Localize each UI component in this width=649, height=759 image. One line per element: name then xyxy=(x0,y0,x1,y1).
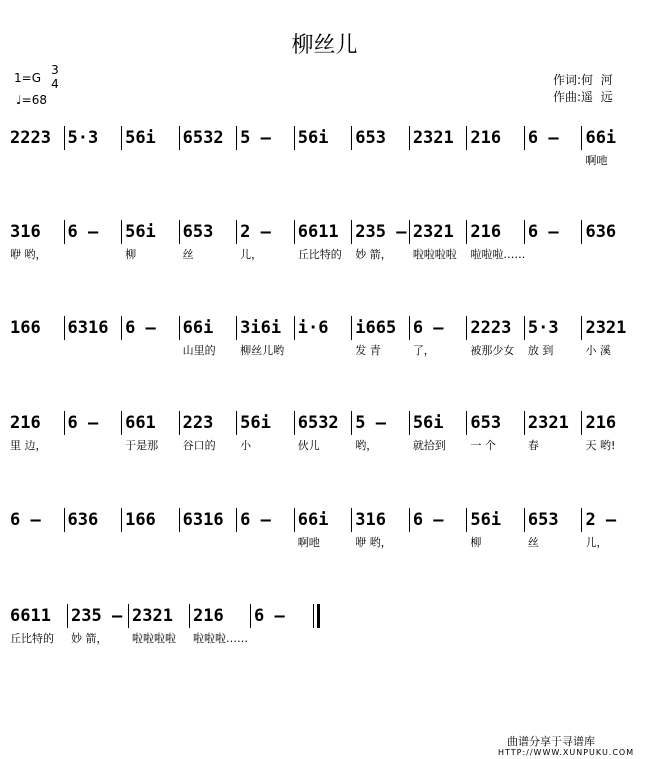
bar-line xyxy=(64,316,65,340)
measure-notes: 5 – xyxy=(355,413,386,433)
bar-line xyxy=(409,220,410,244)
bar-line xyxy=(250,604,251,628)
measure-notes: 66i xyxy=(182,318,214,338)
measure-notes: 6 – xyxy=(527,222,559,242)
measure-notes: 3i6i xyxy=(240,318,282,338)
bar-line xyxy=(236,411,237,435)
bar-line xyxy=(581,220,582,244)
measure-notes: 6 – xyxy=(412,510,444,530)
bar-line xyxy=(466,411,467,435)
measure-lyric: 啊吔 xyxy=(297,536,320,549)
final-bar-line xyxy=(313,604,314,628)
bar-line xyxy=(409,126,410,150)
measure-notes: 56i xyxy=(470,510,502,530)
time-signature xyxy=(48,63,62,91)
bar-line xyxy=(64,411,65,435)
measure-notes: 2321 xyxy=(412,128,454,148)
measure-notes: 6 – xyxy=(67,413,99,433)
bar-line xyxy=(294,316,295,340)
bar-line xyxy=(466,126,467,150)
measure-lyric: 伙儿 xyxy=(297,439,320,452)
measure-notes: 6316 xyxy=(67,318,109,338)
bar-line xyxy=(466,508,467,532)
measure-notes: 235 – xyxy=(355,222,407,242)
bar-line xyxy=(581,316,582,340)
measure-notes: 653 xyxy=(470,413,502,433)
measure-notes: 661 xyxy=(125,413,156,433)
measure-notes: 6532 xyxy=(182,128,224,148)
bar-line xyxy=(121,220,122,244)
bar-line xyxy=(524,220,525,244)
meter-bottom: 4 xyxy=(51,77,59,91)
bar-line xyxy=(121,316,122,340)
measure-lyric: 儿， xyxy=(240,248,263,261)
footer-url: HTTP://WWW.XUNPUKU.COM xyxy=(498,748,635,757)
measure-notes: 56i xyxy=(412,413,444,433)
measure-notes: 653 xyxy=(527,510,559,530)
measure-notes: 6532 xyxy=(297,413,339,433)
bar-line xyxy=(121,126,122,150)
measure-lyric: 于是那 xyxy=(125,439,159,452)
bar-line xyxy=(128,604,129,628)
bar-line xyxy=(466,220,467,244)
measure-notes: 2 – xyxy=(240,222,271,242)
bar-line xyxy=(236,126,237,150)
measure-lyric: 啊吔 xyxy=(585,154,608,167)
measure-notes: 66i xyxy=(297,510,329,530)
measure-lyric: 啦啦啦…… xyxy=(193,632,248,645)
measure-lyric: 啦啦啦啦 xyxy=(132,632,176,645)
measure-notes: 2223 xyxy=(10,128,51,148)
measure-notes: 6611 xyxy=(10,606,51,626)
bar-line xyxy=(524,411,525,435)
measure-lyric: 柳 xyxy=(470,536,482,549)
measure-notes: 6 – xyxy=(412,318,444,338)
bar-line xyxy=(581,508,582,532)
measure-lyric: 啦啦啦啦 xyxy=(412,248,457,261)
key-signature: 1=G xyxy=(14,71,41,85)
measure-lyric: 丝 xyxy=(182,248,194,261)
measure-notes: 6316 xyxy=(182,510,224,530)
measure-lyric: 被那少女 xyxy=(470,344,515,357)
measure-lyric: 哟， xyxy=(355,439,378,452)
bar-line xyxy=(236,220,237,244)
measure-lyric: 一 个 xyxy=(470,439,496,452)
bar-line xyxy=(179,126,180,150)
measure-notes: 6 – xyxy=(125,318,156,338)
measure-notes: 5·3 xyxy=(67,128,99,148)
measure-notes: 6 – xyxy=(10,510,41,530)
measure-notes: 216 xyxy=(10,413,41,433)
bar-line xyxy=(294,411,295,435)
bar-line xyxy=(581,411,582,435)
bar-line xyxy=(351,316,352,340)
bar-line xyxy=(351,220,352,244)
measure-notes: 216 xyxy=(470,222,502,242)
meter-top: 3 xyxy=(51,63,59,77)
measure-notes: 66i xyxy=(585,128,617,148)
bar-line xyxy=(294,220,295,244)
measure-lyric: 咿 哟， xyxy=(355,536,392,549)
measure-lyric: 儿， xyxy=(585,536,608,549)
measure-notes: 56i xyxy=(297,128,329,148)
bar-line xyxy=(351,508,352,532)
measure-lyric: 谷口的 xyxy=(182,439,216,452)
measure-notes: 2321 xyxy=(412,222,454,242)
measure-notes: 2223 xyxy=(470,318,512,338)
bar-line xyxy=(409,316,410,340)
measure-notes: 6 – xyxy=(67,222,99,242)
measure-notes: 636 xyxy=(585,222,617,242)
measure-notes: 166 xyxy=(125,510,156,530)
measure-lyric: 丝 xyxy=(527,536,539,549)
bar-line xyxy=(64,126,65,150)
bar-line xyxy=(236,508,237,532)
measure-lyric: 就拾到 xyxy=(412,439,446,452)
measure-notes: 653 xyxy=(355,128,386,148)
bar-line xyxy=(121,508,122,532)
bar-line xyxy=(409,508,410,532)
measure-notes: i665 xyxy=(355,318,397,338)
footer-text: 曲谱分享于寻谱库 xyxy=(507,735,595,748)
measure-notes: 636 xyxy=(67,510,99,530)
measure-lyric: 山里的 xyxy=(182,344,216,357)
measure-lyric: 妙 箭， xyxy=(71,632,108,645)
bar-line xyxy=(581,126,582,150)
measure-notes: 5 – xyxy=(240,128,271,148)
measure-notes: 6611 xyxy=(297,222,339,242)
bar-line xyxy=(409,411,410,435)
bar-line xyxy=(294,126,295,150)
measure-lyric: 了， xyxy=(412,344,435,357)
tempo-marking xyxy=(16,93,47,107)
measure-notes: 166 xyxy=(10,318,41,338)
measure-lyric: 咿 哟， xyxy=(10,248,47,261)
bar-line xyxy=(524,316,525,340)
measure-notes: 2321 xyxy=(132,606,173,626)
measure-notes: 216 xyxy=(585,413,617,433)
measure-lyric: 柳丝儿哟 xyxy=(240,344,285,357)
measure-lyric: 天 哟! xyxy=(585,439,616,452)
bar-line xyxy=(524,126,525,150)
final-bar-line xyxy=(317,604,320,628)
tempo-value: =68 xyxy=(21,93,47,107)
song-title: 柳丝儿 xyxy=(291,33,358,58)
measure-notes: 216 xyxy=(470,128,502,148)
measure-lyric: 小 xyxy=(240,439,252,452)
measure-notes: 2321 xyxy=(585,318,627,338)
lyricist: 作词:何 河 xyxy=(553,73,613,87)
measure-notes: 316 xyxy=(355,510,386,530)
measure-lyric: 丘比特的 xyxy=(297,248,342,261)
bar-line xyxy=(466,316,467,340)
bar-line xyxy=(64,220,65,244)
bar-line xyxy=(189,604,190,628)
measure-notes: 56i xyxy=(240,413,271,433)
measure-notes: 653 xyxy=(182,222,214,242)
measure-notes: 2 – xyxy=(585,510,617,530)
bar-line xyxy=(67,604,68,628)
measure-notes: 216 xyxy=(193,606,224,626)
measure-lyric: 柳 xyxy=(125,248,137,261)
measure-notes: 235 – xyxy=(71,606,123,626)
bar-line xyxy=(236,316,237,340)
composer: 作曲:遥 远 xyxy=(553,90,613,104)
measure-notes: 6 – xyxy=(254,606,285,626)
bar-line xyxy=(121,411,122,435)
measure-notes: 223 xyxy=(182,413,214,433)
bar-line xyxy=(179,411,180,435)
measure-lyric: 妙 箭， xyxy=(355,248,392,261)
measure-notes: i·6 xyxy=(297,318,329,338)
measure-lyric: 春 xyxy=(527,439,539,452)
measure-lyric: 丘比特的 xyxy=(10,632,54,645)
measure-notes: 56i xyxy=(125,128,156,148)
measure-notes: 5·3 xyxy=(527,318,559,338)
measure-lyric: 放 到 xyxy=(527,344,554,357)
quarter-note-icon: ♩ xyxy=(16,93,22,107)
bar-line xyxy=(351,411,352,435)
measure-lyric: 里 边， xyxy=(10,439,47,452)
measure-notes: 2321 xyxy=(527,413,569,433)
measure-notes: 6 – xyxy=(240,510,271,530)
measure-notes: 56i xyxy=(125,222,156,242)
measure-notes: 316 xyxy=(10,222,41,242)
measure-lyric: 啦啦啦…… xyxy=(470,248,526,261)
bar-line xyxy=(64,508,65,532)
bar-line xyxy=(294,508,295,532)
bar-line xyxy=(179,316,180,340)
bar-line xyxy=(524,508,525,532)
measure-lyric: 小 溪 xyxy=(585,344,611,357)
bar-line xyxy=(179,508,180,532)
measure-notes: 6 – xyxy=(527,128,559,148)
measure-lyric: 发 青 xyxy=(355,344,381,357)
bar-line xyxy=(179,220,180,244)
bar-line xyxy=(351,126,352,150)
